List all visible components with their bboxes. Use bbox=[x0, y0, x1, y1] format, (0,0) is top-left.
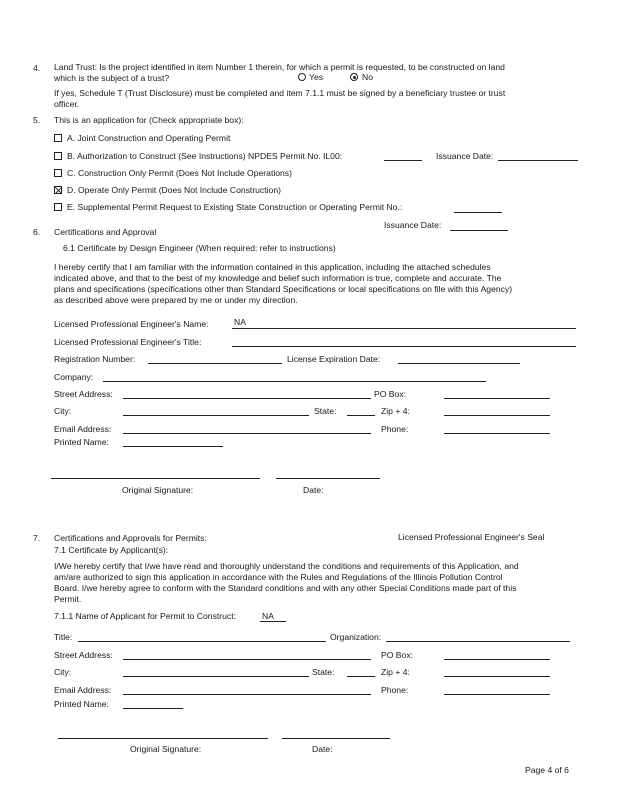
engineer-city-label: City: bbox=[54, 406, 72, 416]
engineer-signature-label: Original Signature: bbox=[122, 485, 194, 495]
engineer-street-label: Street Address: bbox=[54, 389, 113, 399]
section-7-1-subtitle: 7.1 Certificate by Applicant(s): bbox=[54, 545, 169, 555]
section-7-title: Certifications and Approvals for Permits: bbox=[54, 533, 207, 543]
applicant-signature-field[interactable] bbox=[58, 738, 268, 739]
section-6-number: 6. bbox=[33, 227, 41, 237]
section-5-number: 5. bbox=[33, 115, 41, 125]
applicant-date-label: Date: bbox=[312, 744, 333, 754]
engineer-name-field[interactable] bbox=[232, 328, 576, 329]
applicant-phone-field[interactable] bbox=[444, 694, 550, 695]
applicant-street-label: Street Address: bbox=[54, 650, 113, 660]
page-number: Page 4 of 6 bbox=[525, 765, 569, 775]
engineer-cert-text-1: I hereby certify that I am familiar with the information contained in this application, including the attached schedules bbox=[54, 262, 491, 272]
company-field[interactable] bbox=[103, 381, 486, 382]
engineer-phone-field[interactable] bbox=[444, 433, 550, 434]
applicant-name-field[interactable] bbox=[260, 621, 286, 622]
engineer-state-label: State: bbox=[314, 406, 337, 416]
engineer-title-label: Licensed Professional Engineer's Title: bbox=[54, 337, 202, 347]
applicant-date-field[interactable] bbox=[282, 738, 390, 739]
organization-label: Organization: bbox=[330, 632, 382, 642]
applicant-name-label: 7.1.1 Name of Applicant for Permit to Construct: bbox=[54, 611, 236, 621]
issuance-date-b-label: Issuance Date: bbox=[436, 151, 494, 161]
engineer-phone-label: Phone: bbox=[381, 424, 409, 434]
applicant-printed-name-label: Printed Name: bbox=[54, 699, 109, 709]
license-expiration-label: License Expiration Date: bbox=[287, 354, 381, 364]
issuance-date-e-field[interactable] bbox=[450, 230, 508, 231]
engineer-signature-field[interactable] bbox=[51, 478, 260, 479]
engineer-email-field[interactable] bbox=[123, 433, 371, 434]
land-trust-yes-label: Yes bbox=[309, 72, 324, 82]
registration-number-field[interactable] bbox=[148, 363, 282, 364]
applicant-name-value: NA bbox=[262, 611, 274, 621]
option-c-checkbox[interactable] bbox=[54, 169, 62, 177]
section-6-1-subtitle: 6.1 Certificate by Design Engineer (When required: refer to instructions) bbox=[63, 243, 336, 253]
engineer-city-field[interactable] bbox=[123, 415, 309, 416]
applicant-signature-label: Original Signature: bbox=[130, 744, 202, 754]
engineer-pobox-label: PO Box: bbox=[374, 389, 406, 399]
section-5-title: This is an application for (Check appropriate box): bbox=[54, 115, 244, 125]
option-b-checkbox[interactable] bbox=[54, 152, 62, 160]
engineer-title-field[interactable] bbox=[232, 346, 576, 347]
engineer-cert-text-2: indicated above, and that to the best of my knowledge and belief such information is true, complete and accurate. The bbox=[54, 273, 502, 283]
applicant-title-field[interactable] bbox=[78, 641, 326, 642]
organization-field[interactable] bbox=[386, 641, 570, 642]
section-7-number: 7. bbox=[33, 533, 41, 543]
engineer-street-field[interactable] bbox=[123, 398, 371, 399]
option-a-label: A. Joint Construction and Operating Permit bbox=[67, 133, 231, 143]
existing-permit-field[interactable] bbox=[454, 212, 502, 213]
land-trust-note-cont: officer. bbox=[54, 99, 80, 109]
land-trust-no-radio[interactable] bbox=[350, 73, 358, 81]
land-trust-question: Land Trust: Is the project identified in item Number 1 therein, for which a permit is requested, to be constructed on land bbox=[54, 62, 505, 72]
engineer-zip-label: Zip + 4: bbox=[381, 406, 410, 416]
land-trust-no-label: No bbox=[362, 72, 373, 82]
applicant-zip-label: Zip + 4: bbox=[381, 667, 410, 677]
applicant-cert-text-4: Permit. bbox=[54, 594, 82, 604]
option-d-label: D. Operate Only Permit (Does Not Include Construction) bbox=[67, 185, 281, 195]
applicant-cert-text-1: I/We hereby certify that I/we have read and thoroughly understand the conditions and requirements of this Application, and bbox=[54, 561, 519, 571]
option-c-label: C. Construction Only Permit (Does Not Include Operations) bbox=[67, 168, 292, 178]
applicant-pobox-field[interactable] bbox=[444, 659, 550, 660]
engineer-cert-text-3: plans and specifications (specifications other than Standard Specifications or local specifications on file with this Agency) bbox=[54, 284, 513, 294]
land-trust-note: If yes, Schedule T (Trust Disclosure) must be completed and item 7.1.1 must be signed by a beneficiary trustee or trust bbox=[54, 88, 506, 98]
applicant-zip-field[interactable] bbox=[444, 676, 550, 677]
engineer-printed-name-field[interactable] bbox=[123, 446, 223, 447]
engineer-name-value: NA bbox=[234, 317, 246, 327]
applicant-city-label: City: bbox=[54, 667, 72, 677]
applicant-email-field[interactable] bbox=[123, 694, 371, 695]
option-b-label: B. Authorization to Construct (See Instructions) NPDES Permit No. IL00: bbox=[67, 151, 343, 161]
engineer-pobox-field[interactable] bbox=[444, 398, 550, 399]
issuance-date-b-field[interactable] bbox=[498, 160, 578, 161]
land-trust-question-cont: which is the subject of a trust? bbox=[54, 73, 170, 83]
engineer-date-field[interactable] bbox=[276, 478, 380, 479]
engineer-zip-field[interactable] bbox=[444, 415, 550, 416]
section-4-number: 4. bbox=[33, 63, 41, 73]
option-e-label: E. Supplemental Permit Request to Existing State Construction or Operating Permit No.: bbox=[67, 202, 403, 212]
land-trust-yes-radio[interactable] bbox=[298, 73, 306, 81]
section-6-title: Certifications and Approval bbox=[54, 227, 157, 237]
applicant-street-field[interactable] bbox=[123, 659, 371, 660]
option-e-checkbox[interactable] bbox=[54, 203, 62, 211]
engineer-date-label: Date: bbox=[303, 485, 324, 495]
npdes-permit-field[interactable] bbox=[384, 160, 422, 161]
option-a-checkbox[interactable] bbox=[54, 134, 62, 142]
applicant-phone-label: Phone: bbox=[381, 685, 409, 695]
applicant-title-label: Title: bbox=[54, 632, 73, 642]
option-d-checkbox[interactable] bbox=[54, 186, 62, 194]
engineer-printed-name-label: Printed Name: bbox=[54, 437, 109, 447]
engineer-email-label: Email Address: bbox=[54, 424, 112, 434]
registration-number-label: Registration Number: bbox=[54, 354, 136, 364]
applicant-city-field[interactable] bbox=[123, 676, 309, 677]
license-expiration-field[interactable] bbox=[398, 363, 520, 364]
applicant-state-label: State: bbox=[312, 667, 335, 677]
applicant-cert-text-2: am/are authorized to sign this application in accordance with the Rules and Regulations of the Illinois Pollution Control bbox=[54, 572, 503, 582]
issuance-date-e-label: Issuance Date: bbox=[384, 220, 442, 230]
engineer-state-field[interactable] bbox=[347, 415, 375, 416]
engineer-name-label: Licensed Professional Engineer's Name: bbox=[54, 319, 209, 329]
engineer-cert-text-4: as described above were prepared by me or under my direction. bbox=[54, 295, 298, 305]
company-label: Company: bbox=[54, 372, 94, 382]
applicant-printed-name-field[interactable] bbox=[123, 708, 183, 709]
engineer-seal-label: Licensed Professional Engineer's Seal bbox=[398, 532, 545, 542]
applicant-email-label: Email Address: bbox=[54, 685, 112, 695]
applicant-pobox-label: PO Box: bbox=[381, 650, 413, 660]
applicant-state-field[interactable] bbox=[347, 676, 375, 677]
applicant-cert-text-3: Board. I/we hereby agree to conform with the Standard conditions and with any other Special Conditions made part of this bbox=[54, 583, 517, 593]
